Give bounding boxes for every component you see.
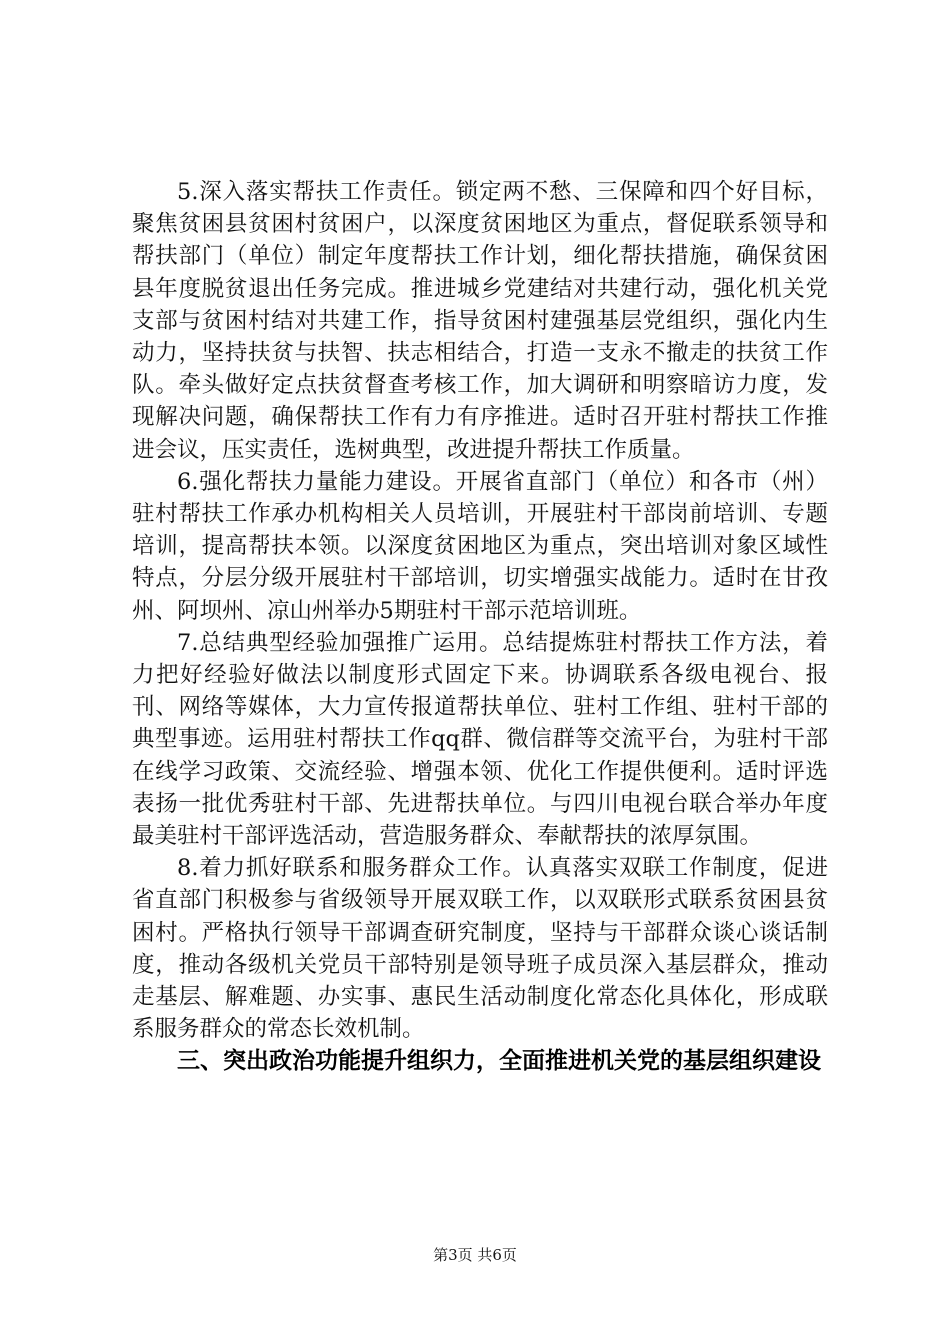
section-heading: 三、突出政治功能提升组织力，全面推进机关党的基层组织建设 xyxy=(177,1048,821,1075)
paragraph-item-7: 7.总结典型经验加强推广运用。总结提炼驻村帮扶工作方法，着力把好经验好做法以制度形式固定下来。协调联系各级电视台、报刊、网络等媒体，大力宣传报道帮扶单位、驻村工作组、驻村干部的典型事迹。运用驻村帮扶工作qq群、微信群等交流平台，为驻村干部在线学习政策、交流经验、增强本领、优化工作提供便利。适时评选表扬一批优秀驻村干部、先进帮扶单位。与四川电视台联合举办年度最美驻村干部评选活动，营造服务群众、奉献帮扶的浓厚氛围。 xyxy=(132,629,828,850)
document-body xyxy=(132,176,828,1078)
paragraph-item-5: 5.深入落实帮扶工作责任。锁定两不愁、三保障和四个好目标，聚焦贫困县贫困村贫困户，以深度贫困地区为重点，督促联系领导和帮扶部门（单位）制定年度帮扶工作计划，细化帮扶措施，确保贫困县年度脱贫退出任务完成。推进城乡党建结对共建行动，强化机关党支部与贫困村结对共建工作，指导贫困村建强基层党组织，强化内生动力，坚持扶贫与扶智、扶志相结合，打造一支永不撤走的扶贫工作队。牵头做好定点扶贫督查考核工作，加大调研和明察暗访力度，发现解决问题，确保帮扶工作有力有序推进。适时召开驻村帮扶工作推进会议，压实责任，选树典型，改进提升帮扶工作质量。 xyxy=(132,179,828,463)
page-footer: 第3页 共6页 xyxy=(433,1246,517,1264)
paragraph-item-8: 8.着力抓好联系和服务群众工作。认真落实双联工作制度，促进省直部门积极参与省级领导开展双联工作，以双联形式联系贫困县贫困村。严格执行领导干部调查研究制度，坚持与干部群众谈心谈话制度，推动各级机关党员干部特别是领导班子成员深入基层群众，推动走基层、解难题、办实事、惠民生活动制度化常态化具体化，形成联系服务群众的常态长效机制。 xyxy=(132,855,828,1043)
paragraph-item-6: 6.强化帮扶力量能力建设。开展省直部门（单位）和各市（州）驻村帮扶工作承办机构相关人员培训，开展驻村干部岗前培训、专题培训，提高帮扶本领。以深度贫困地区为重点，突出培训对象区域性特点，分层分级开展驻村干部培训，切实增强实战能力。适时在甘孜州、阿坝州、凉山州举办5期驻村干部示范培训班。 xyxy=(132,468,828,624)
